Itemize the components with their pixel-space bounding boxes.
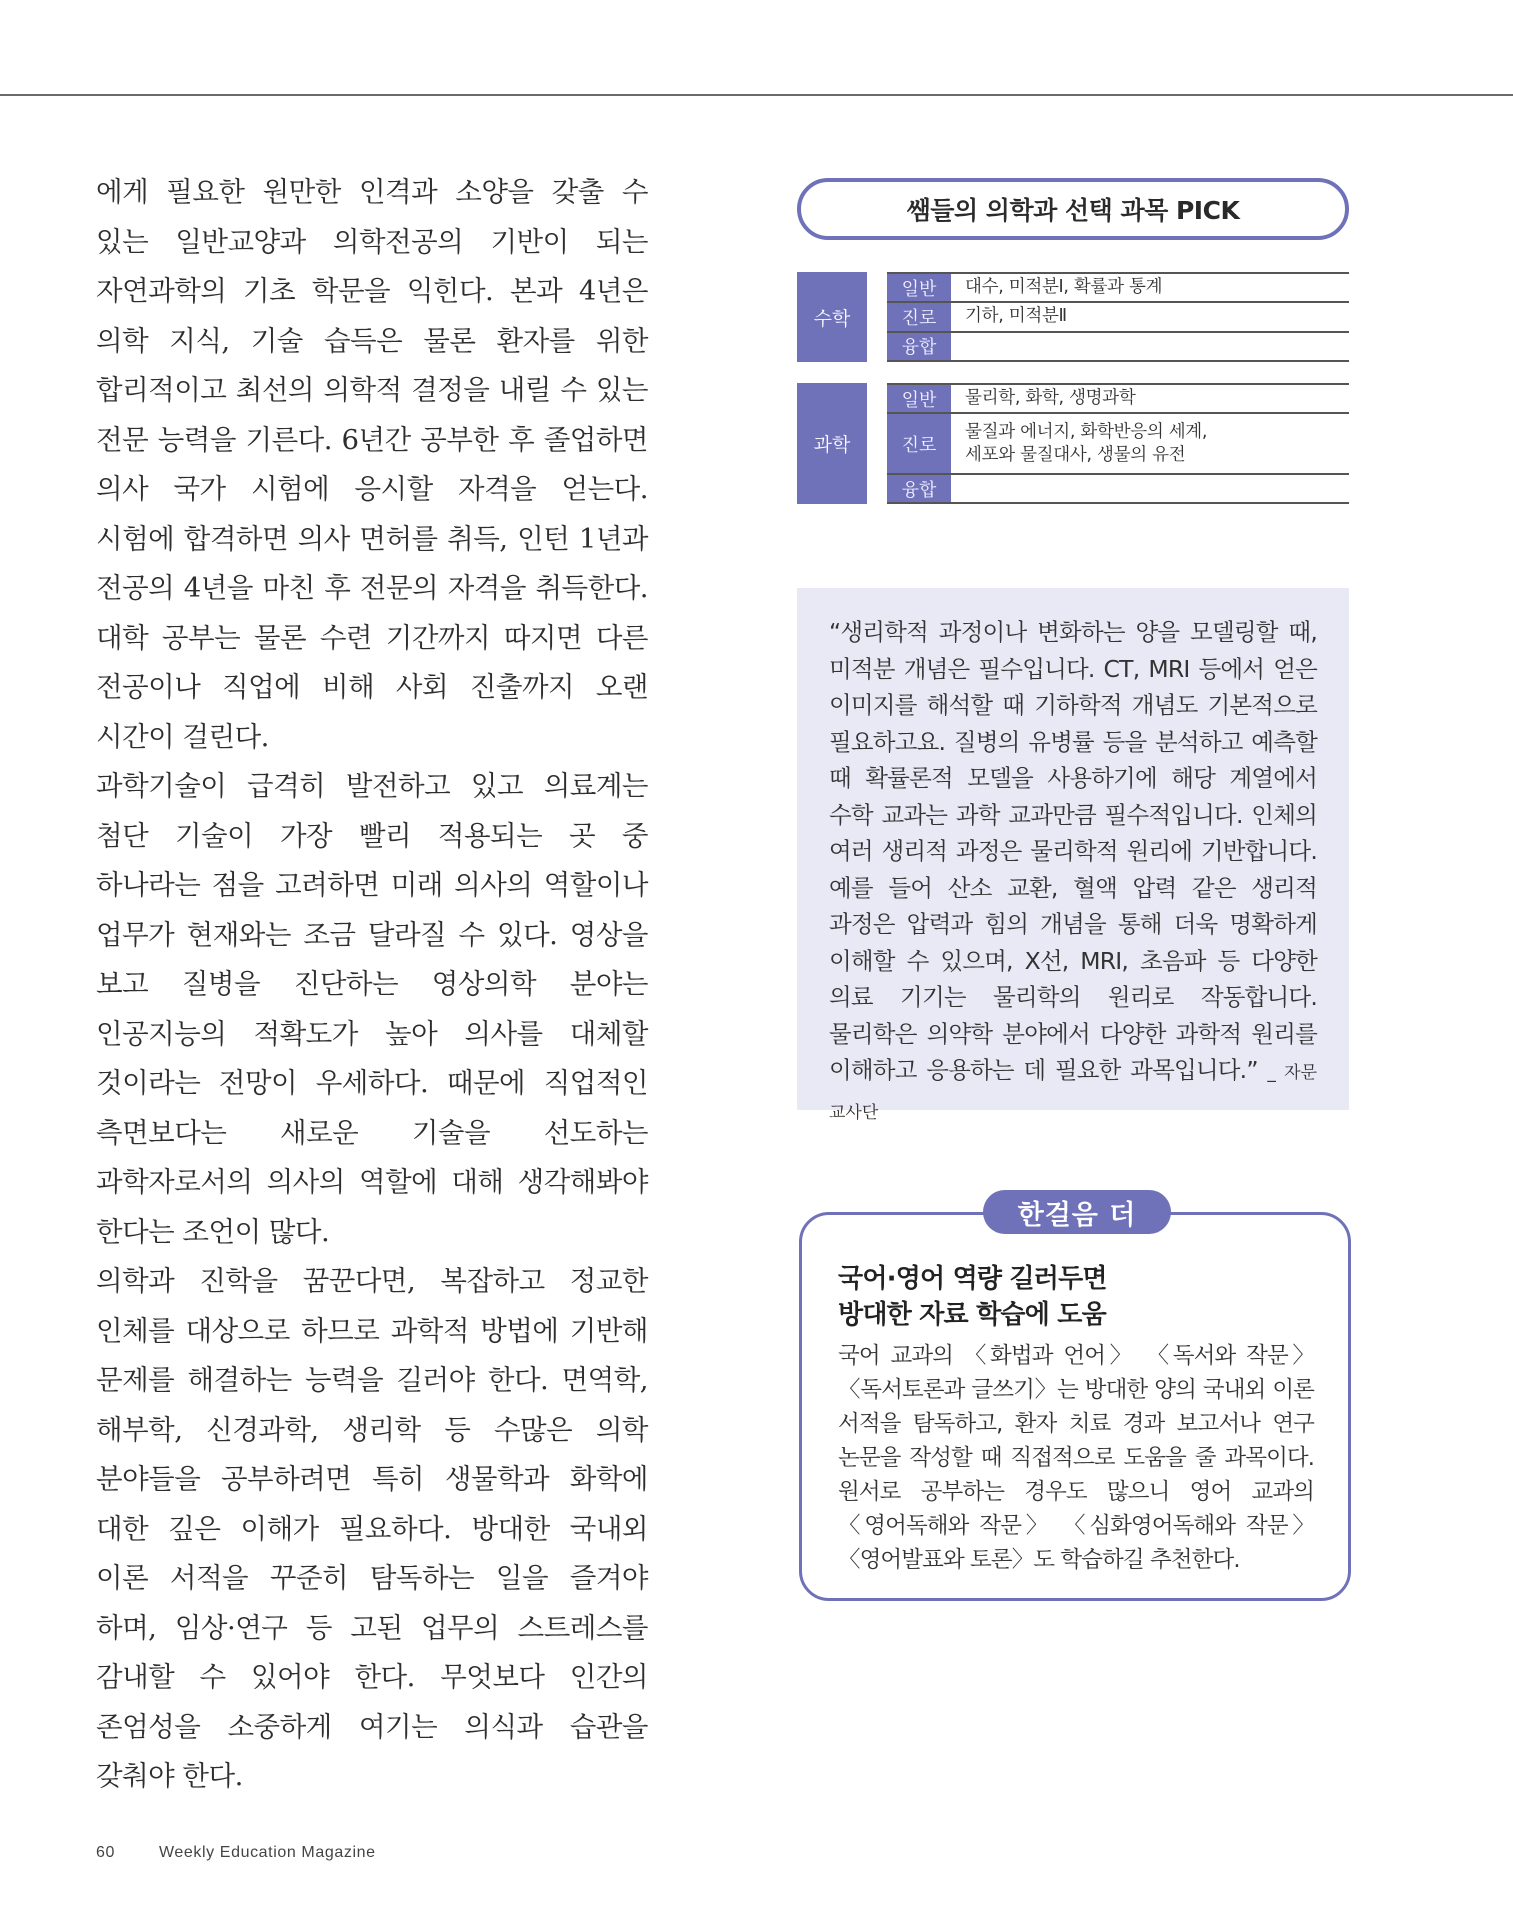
quote-text: “생리학적 과정이나 변화하는 양을 모델링할 때, 미적분 개념은 필수입니다. CT, MRI 등에서 얻은 이미지를 해석할 때 기하학적 개념도 기본적으로 필요하고요. 질병의 유병률 등을 분석하고 예측할 때 확률론적 모델을 사용하기에 해당 계열에서 수학 교과는 과학 교과만큼 필수적입니다. 인체의 여러 생리적 과정은 물리학적 원리에 기반합니다. 예를 들어 산소 교환, 혈액 압력 같은 생리적 과정은 압력과 힘의 개념을 통해 더욱 명확하게 이해할 수 있으며, X선, MRI, 초음파 등 다양한 의료 기기는 물리학의 원리로 작동합니다. 물리학은 의약학 분야에서 다양한 과학적 원리를 이해하고 응용하는 데 필요한 과목입니다.” (829, 618, 1317, 1084)
article-paragraph-3: 의학과 진학을 꿈꾼다면, 복잡하고 정교한 인체를 대상으로 하므로 과학적 방법에 기반해 문제를 해결하는 능력을 길러야 한다. 면역학, 해부학, 신경과학, 생리학 등 수많은 의학 분야들을 공부하려면 특히 생물학과 화학에 대한 깊은 이해가 필요하다. 방대한 국내외 이론 서적을 꾸준히 탐독하는 일을 즐겨야 하며, 임상·연구 등 고된 업무의 스트레스를 감내할 수 있어야 한다. 무엇보다 인간의 존엄성을 소중하게 여기는 의식과 습관을 갖춰야 한다. (96, 1265, 648, 1792)
science-row-general (887, 385, 1349, 414)
row-value: 물리학, 화학, 생명과학 (965, 388, 1136, 408)
math-subject-table (797, 272, 1349, 362)
row-value: 대수, 미적분Ⅰ, 확률과 통계 (965, 277, 1163, 298)
one-step-more-body: 국어 교과의 〈화법과 언어〉 〈독서와 작문〉 〈독서토론과 글쓰기〉는 방대한 양의 국내외 이론 서적을 탐독하고, 환자 치료 경과 보고서나 연구 논문을 작성할 때 직접적으로 도움을 줄 과목이다. 원서로 공부하는 경우도 많으니 영어 교과의 〈영어독해와 작문〉 〈심화영어독해와 작문〉 〈영어발표와 토론〉도 학습하길 추천한다. (838, 1343, 1314, 1573)
quote-source: _ 자문 교사단 (829, 1063, 1317, 1123)
math-row-career (887, 303, 1349, 332)
row-label: 진로 (887, 303, 951, 330)
science-category-label: 과학 (797, 383, 867, 504)
math-category-label: 수학 (797, 272, 867, 362)
page-footer (96, 1844, 376, 1862)
one-step-more-tab: 한걸음 더 (983, 1190, 1171, 1234)
advisor-quote-box (797, 588, 1349, 1123)
advisor-quote (829, 614, 1317, 1131)
row-label: 일반 (887, 274, 951, 301)
heading-line-1: 국어·영어 역량 길러두면 (838, 1264, 1107, 1294)
row-label: 진로 (887, 414, 951, 473)
science-subject-table (797, 383, 1349, 504)
one-step-more-heading (838, 1261, 1314, 1333)
row-value (951, 333, 1349, 360)
row-value: 물질과 에너지, 화학반응의 세계, 세포와 물질대사, 생물의 유전 (965, 421, 1208, 465)
row-value: 기하, 미적분Ⅱ (965, 306, 1067, 327)
page-number: 60 (96, 1844, 115, 1861)
row-value (951, 475, 1349, 502)
one-step-more-box (799, 1212, 1351, 1601)
row-label: 융합 (887, 475, 951, 502)
magazine-name: Weekly Education Magazine (159, 1844, 376, 1861)
article-paragraph-1: 에게 필요한 원만한 인격과 소양을 갖출 수 있는 일반교양과 의학전공의 기반이 되는 자연과학의 기초 학문을 익힌다. 본과 4년은 의학 지식, 기술 습득은 물론 환자를 위한 합리적이고 최선의 의학적 결정을 내릴 수 있는 전문 능력을 기른다. 6년간 공부한 후 졸업하면 의사 국가 시험에 응시할 자격을 얻는다. 시험에 합격하면 의사 면허를 취득, 인턴 1년과 전공의 4년을 마친 후 전문의 자격을 취득한다. 대학 공부는 물론 수련 기간까지 따지면 다른 전공이나 직업에 비해 사회 진출까지 오랜 시간이 걸린다. (96, 176, 648, 753)
pick-title: 쌤들의 의학과 선택 과목 PICK (797, 178, 1349, 240)
row-label: 일반 (887, 385, 951, 412)
top-rule (0, 94, 1513, 96)
science-row-convergence (887, 475, 1349, 504)
article-body (96, 168, 648, 1802)
article-paragraph-2: 과학기술이 급격히 발전하고 있고 의료계는 첨단 기술이 가장 빨리 적용되는 곳 중 하나라는 점을 고려하면 미래 의사의 역할이나 업무가 현재와는 조금 달라질 수 있다. 영상을 보고 질병을 진단하는 영상의학 분야는 인공지능의 적확도가 높아 의사를 대체할 것이라는 전망이 우세하다. 때문에 직업적인 측면보다는 새로운 기술을 선도하는 과학자로서의 의사의 역할에 대해 생각해봐야 한다는 조언이 많다. (96, 770, 648, 1248)
science-row-career (887, 414, 1349, 475)
math-row-convergence (887, 333, 1349, 362)
math-row-general (887, 274, 1349, 303)
row-label: 융합 (887, 333, 951, 360)
heading-line-2: 방대한 자료 학습에 도움 (838, 1300, 1106, 1330)
